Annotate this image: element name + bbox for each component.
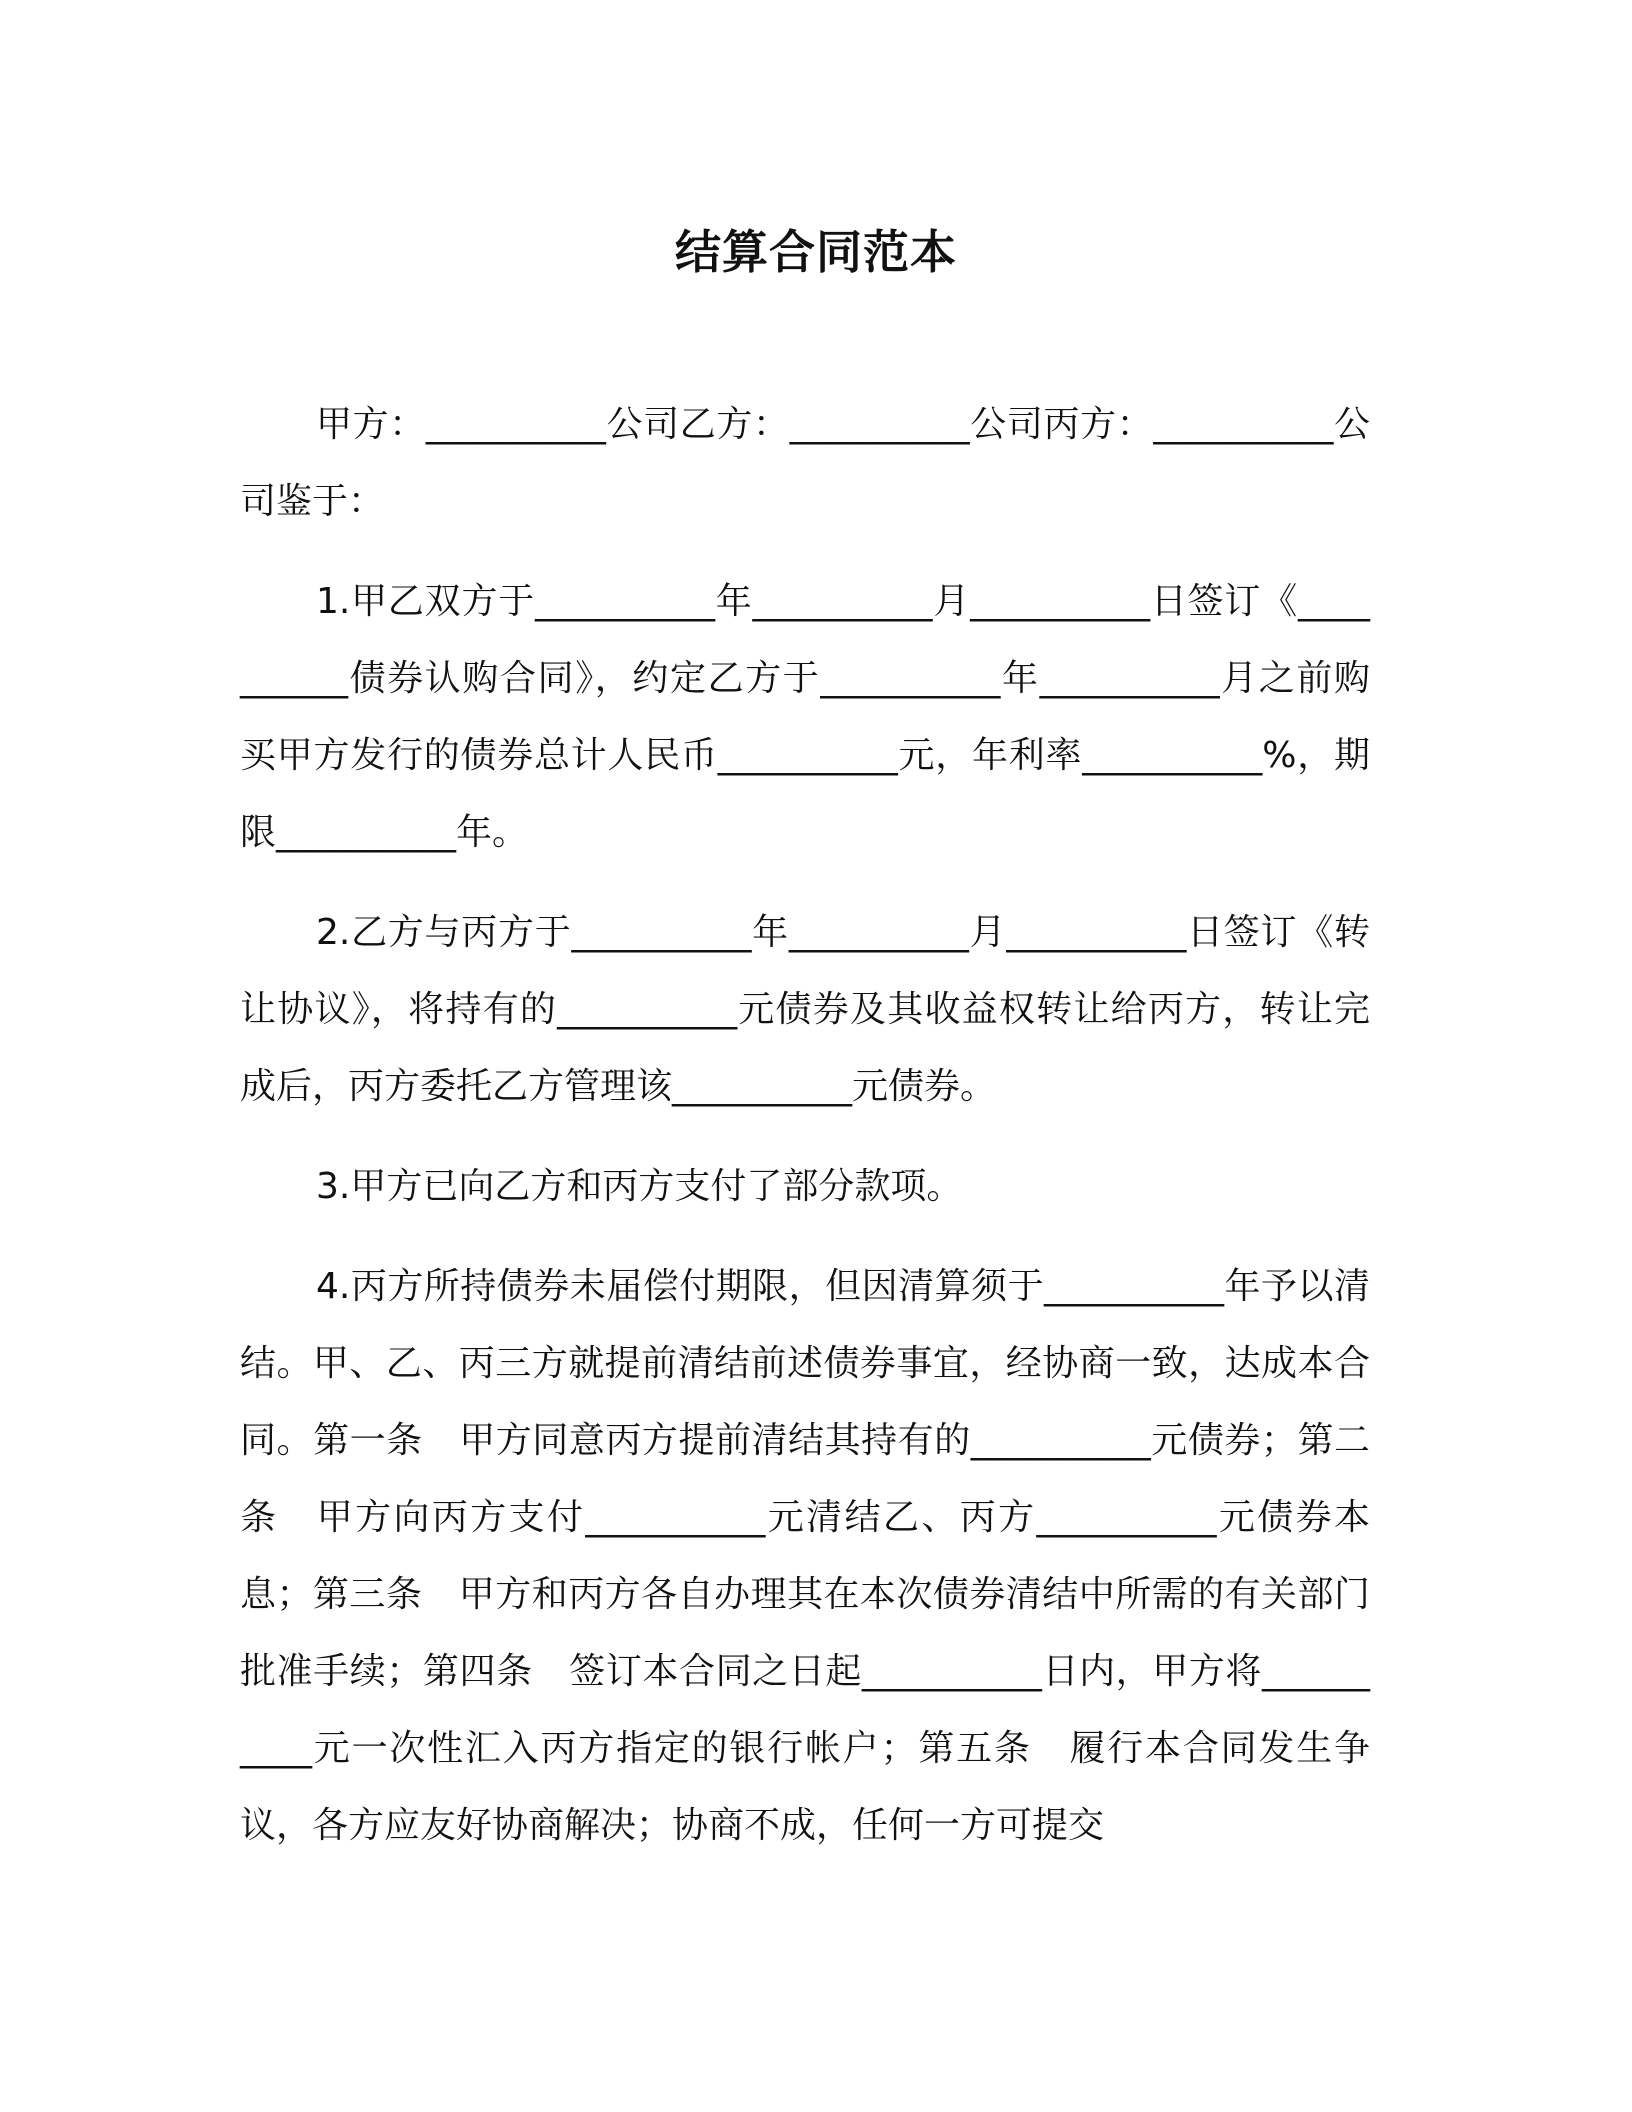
clause-3-paragraph: 3.甲方已向乙方和丙方支付了部分款项。 bbox=[316, 1166, 963, 1207]
clause-2-paragraph: 2.乙方与丙方于__________年__________月__________日签订《转让协议》，将持有的__________元债券及其收益权转让给丙方，转让完成后，丙方委托乙方管理该__________元债券。 bbox=[240, 912, 1370, 1107]
clause-1-paragraph: 1.甲乙双方于__________年__________月__________日签订《__________债券认购合同》，约定乙方于__________年__________月之前购买甲方发行的债券总计人民币__________元，年利率__________%，期限__________年。 bbox=[240, 581, 1370, 853]
document-title: 结算合同范本 bbox=[675, 225, 957, 279]
clause-4-paragraph: 4.丙方所持债券未届偿付期限，但因清算须于__________年予以清结。甲、乙、丙三方就提前清结前述债券事宜，经协商一致，达成本合同。第一条 甲方同意丙方提前清结其持有的__________元债券；第二条 甲方向丙方支付__________元清结乙、丙方__________元债券本息；第三条 甲方和丙方各自办理其在本次债券清结中所需的有关部门批准手续；第四条 签订本合同之日起__________日内，甲方将__________元一次性汇入丙方指定的银行帐户；第五条 履行本合同发生争议，各方应友好协商解决；协商不成，任何一方可提交 bbox=[240, 1266, 1370, 1846]
parties-paragraph: 甲方：__________公司乙方：__________公司丙方：__________公司鉴于： bbox=[240, 404, 1370, 522]
document-body bbox=[240, 386, 1370, 1887]
